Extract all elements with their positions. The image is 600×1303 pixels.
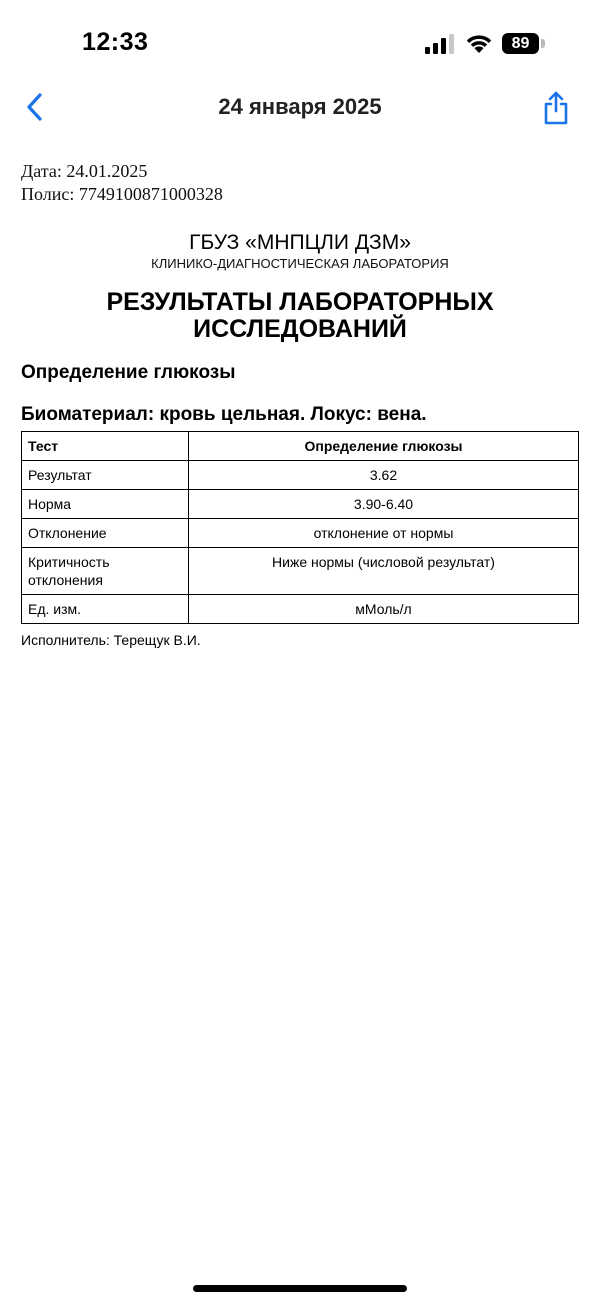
row-label: Критичность отклонения [22, 548, 189, 595]
column-header-value: Определение глюкозы [189, 432, 579, 461]
executor-line: Исполнитель: Терещук В.И. [21, 632, 201, 648]
share-button[interactable] [540, 90, 572, 126]
share-icon [540, 90, 572, 126]
nav-title: 24 января 2025 [218, 94, 382, 119]
wifi-icon [465, 32, 493, 54]
status-bar [0, 0, 600, 90]
document-title-line1: РЕЗУЛЬТАТЫ ЛАБОРАТОРНЫХ [106, 288, 494, 316]
row-label: Результат [22, 461, 189, 490]
table-row [22, 519, 579, 548]
org-name: ГБУЗ «МНПЦЛИ ДЗМ» [189, 231, 411, 254]
results-table [21, 431, 579, 624]
row-value: 3.90-6.40 [189, 490, 579, 519]
signal-icon [425, 34, 455, 54]
document-title [21, 289, 579, 343]
table-row [22, 461, 579, 490]
table-row [22, 490, 579, 519]
biomaterial-line: Биоматериал: кровь цельная. Локус: вена. [21, 404, 427, 425]
org-subtitle: КЛИНИКО-ДИАГНОСТИЧЕСКАЯ ЛАБОРАТОРИЯ [151, 256, 449, 271]
row-label: Отклонение [22, 519, 189, 548]
section-title: Определение глюкозы [21, 362, 236, 383]
row-value: отклонение от нормы [189, 519, 579, 548]
table-header-row [22, 432, 579, 461]
battery-level: 89 [511, 35, 530, 52]
table-row [22, 548, 579, 595]
document [21, 160, 579, 649]
row-label: Норма [22, 490, 189, 519]
row-value: мМоль/л [189, 595, 579, 624]
table-row [22, 595, 579, 624]
date-line: Дата: 24.01.2025 [21, 161, 148, 181]
nav-bar [0, 80, 600, 136]
home-indicator[interactable] [193, 1285, 407, 1292]
column-header-test: Тест [22, 432, 189, 461]
status-time: 12:33 [82, 28, 149, 56]
row-value: 3.62 [189, 461, 579, 490]
battery-icon [502, 33, 546, 55]
document-title-line2: ИССЛЕДОВАНИЙ [193, 315, 407, 343]
row-label: Ед. изм. [22, 595, 189, 624]
policy-line: Полис: 7749100871000328 [21, 184, 223, 204]
row-value: Ниже нормы (числовой результат) [189, 548, 579, 595]
